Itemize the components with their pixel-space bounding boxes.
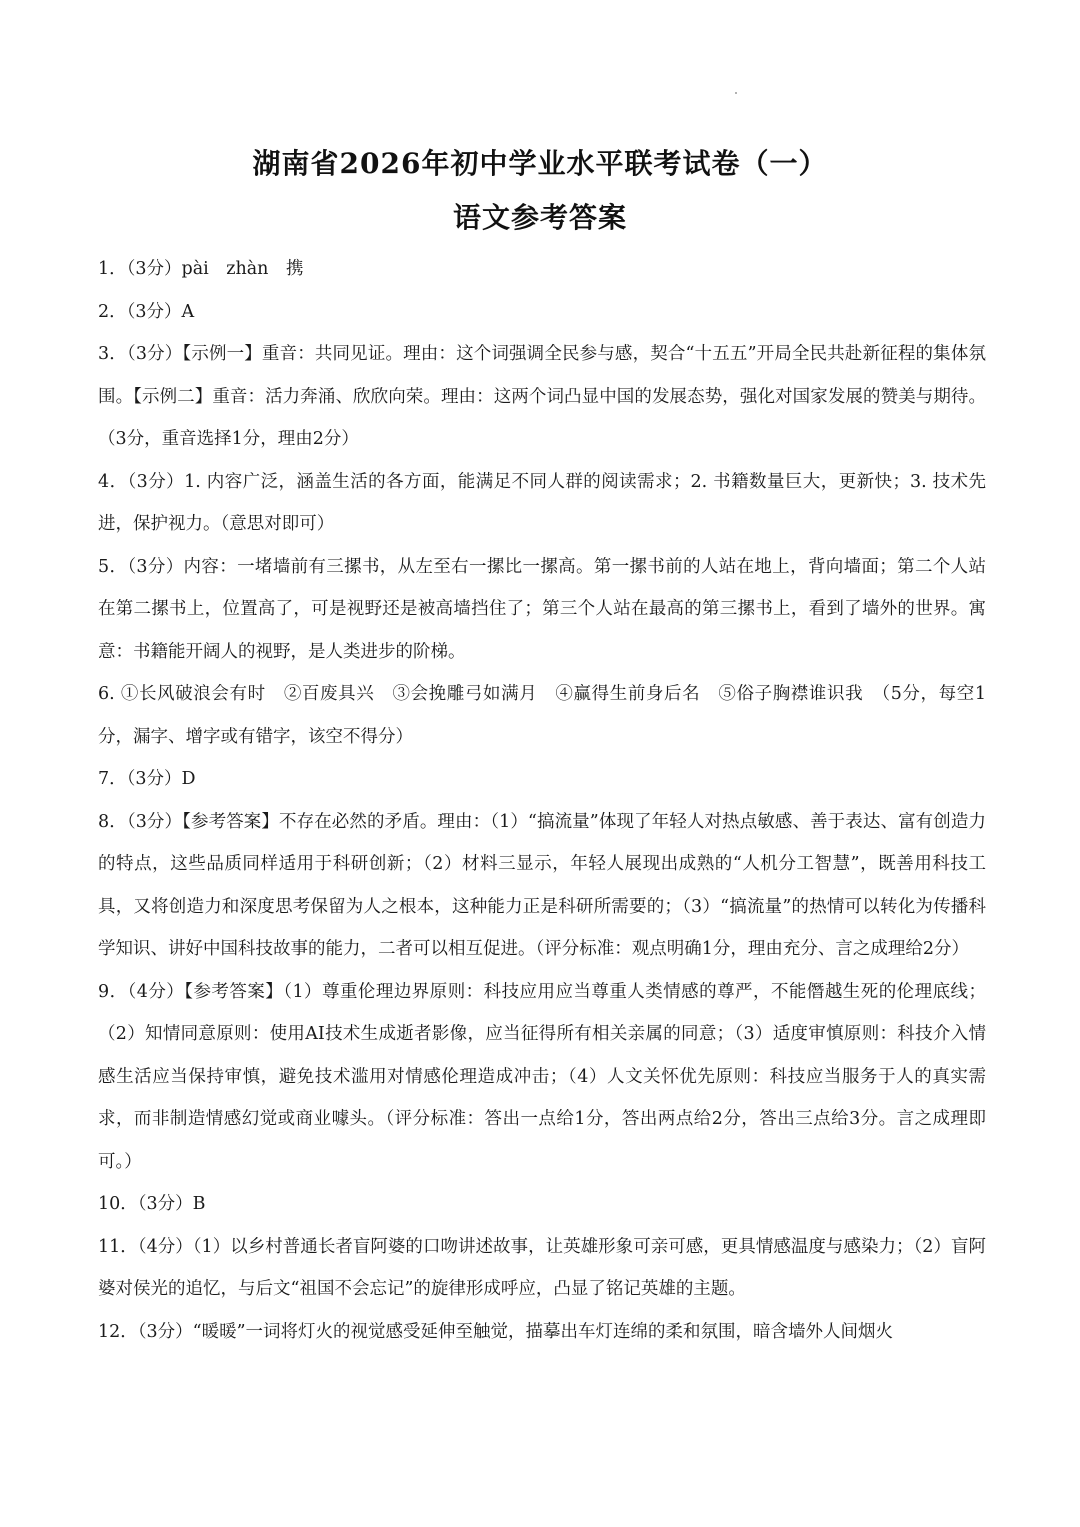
scan-dot-mark xyxy=(735,92,737,94)
answer-key-heading: 语文参考答案 xyxy=(452,201,627,234)
answer-item-6: 6. ①长风破浪会有时 ②百废具兴 ③会挽雕弓如满月 ④赢得生前身后名 ⑤俗子胸襟谁识我 （5分，每空1分，漏字、增字或有错字，该空不得分） xyxy=(98,684,986,747)
answer-item-2: 2．（3分）A xyxy=(98,301,195,322)
answer-list xyxy=(98,248,986,1353)
answer-item-3: 3．（3分）【示例一】重音：共同见证。理由：这个词强调全民参与感，契合“十五五”开局全民共赴新征程的集体氛围。【示例二】重音：活力奔涌、欣欣向荣。理由：这两个词凸显中国的发展态势，强化对国家发展的赞美与期待。（3分，重音选择1分，理由2分） xyxy=(98,344,986,449)
answer-item-5: 5．（3分）内容：一堵墙前有三摞书，从左至右一摞比一摞高。第一摞书前的人站在地上，背向墙面；第二个人站在第二摞书上，位置高了，可是视野还是被高墙挡住了；第三个人站在最高的第三摞书上，看到了墙外的世界。寓意：书籍能开阔人的视野，是人类进步的阶梯。 xyxy=(98,556,986,662)
answer-item-10: 10．（3分）B xyxy=(98,1194,206,1214)
answer-item-11: 11．（4分）（1）以乡村普通长者盲阿婆的口吻讲述故事，让英雄形象可亲可感，更具情感温度与感染力；（2）盲阿婆对侯光的追忆，与后文“祖国不会忘记”的旋律形成呼应，凸显了铭记英雄的主题。 xyxy=(98,1236,986,1299)
answer-item-4: 4．（3分）1. 内容广泛，涵盖生活的各方面，能满足不同人群的阅读需求；2. 书籍数量巨大，更新快；3. 技术先进，保护视力。（意思对即可） xyxy=(98,471,986,534)
answer-item-9: 9．（4分）【参考答案】（1）尊重伦理边界原则：科技应用应当尊重人类情感的尊严，不能僭越生死的伦理底线；（2）知情同意原则：使用AI技术生成逝者影像，应当征得所有相关亲属的同意；（3）适度审慎原则：科技介入情感生活应当保持审慎，避免技术滥用对情感伦理造成冲击；（4）人文关怀优先原则：科技应当服务于人的真实需求，而非制造情感幻觉或商业噱头。（评分标准：答出一点给1分，答出两点给2分，答出三点给3分。言之成理即可。） xyxy=(98,981,986,1172)
exam-title: 湖南省2026年初中学业水平联考试卷（一） xyxy=(252,147,828,180)
answer-item-12: 12．（3分）“暖暖”一词将灯火的视觉感受延伸至触觉，描摹出车灯连绵的柔和氛围，暗含墙外人间烟火 xyxy=(98,1321,894,1342)
answer-item-1: 1．（3分）pài zhàn 携 xyxy=(98,259,304,279)
answer-item-7: 7．（3分）D xyxy=(98,769,196,789)
answer-item-8: 8．（3分）【参考答案】不存在必然的矛盾。理由：（1）“搞流量”体现了年轻人对热点敏感、善于表达、富有创造力的特点，这些品质同样适用于科研创新；（2）材料三显示，年轻人展现出成熟的“人机分工智慧”，既善用科技工具，又将创造力和深度思考保留为人之根本，这种能力正是科研所需要的；（3）“搞流量”的热情可以转化为传播科学知识、讲好中国科技故事的能力，二者可以相互促进。（评分标准：观点明确1分，理由充分、言之成理给2分） xyxy=(98,811,986,959)
